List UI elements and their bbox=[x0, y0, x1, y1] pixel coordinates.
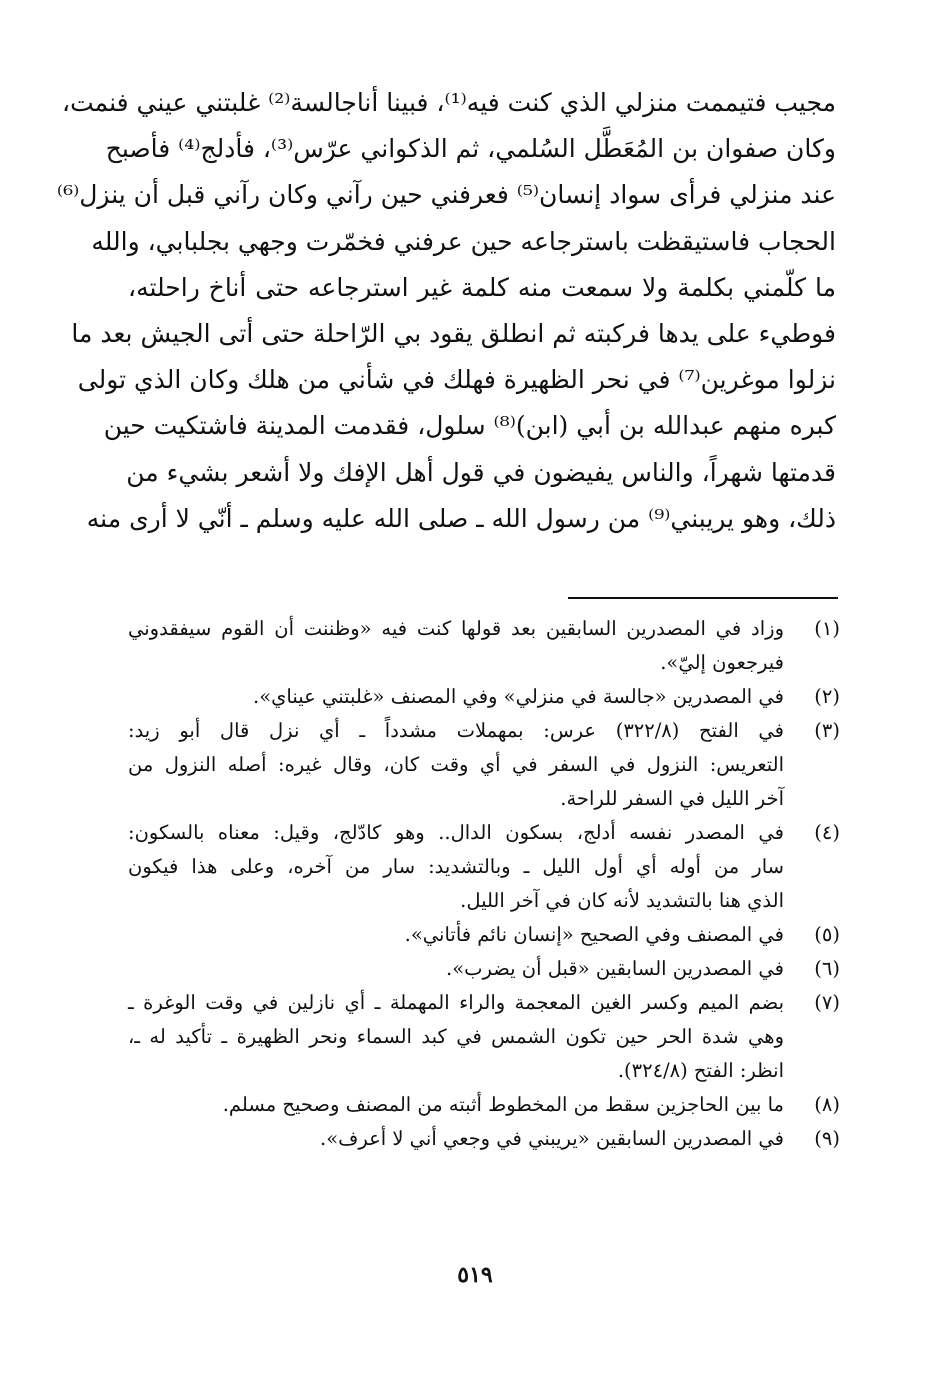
footnote-text bbox=[128, 918, 784, 952]
footnote bbox=[128, 1122, 840, 1156]
footnote-number: (٢) bbox=[814, 685, 840, 708]
footnote-line: انظر: الفتح (٣٢٤/٨). bbox=[617, 1059, 784, 1082]
footnote bbox=[128, 952, 840, 986]
main-text-line: وكان صفوان بن المُعَطَّل السُلمي، ثم الذكواني عرّس⁽³⁾، فأدلج⁽⁴⁾ فأصبح bbox=[105, 134, 836, 164]
footnote-separator bbox=[568, 597, 838, 599]
main-text-line: مجيب فتيممت منزلي الذي كنت فيه⁽¹⁾، فبينا أناجالسة⁽²⁾ غلبتني عيني فنمت، bbox=[62, 88, 836, 117]
footnote bbox=[128, 918, 840, 952]
footnote-number: (٤) bbox=[814, 821, 840, 844]
footnote-line: في المصدرين السابقين «يريبني في وجعي أني لا أعرف». bbox=[320, 1127, 784, 1150]
footnote bbox=[128, 680, 840, 714]
footnote-number: (٦) bbox=[814, 957, 840, 980]
footnote-line: بضم الميم وكسر الغين المعجمة والراء المهملة ـ أي نازلين في وقت الوغرة ـ bbox=[128, 991, 784, 1014]
footnote-text bbox=[128, 986, 784, 1088]
footnote-line: في المصدر نفسه أدلج، بسكون الدال.. وهو كادّلج، وقيل: معناه بالسكون: bbox=[128, 821, 784, 844]
footnote-line: التعريس: النزول في السفر في أي وقت كان، وقال غيره: أصله النزول من bbox=[128, 753, 784, 776]
main-text-line: نزلوا موغرين⁽⁷⁾ في نحر الظهيرة فهلك في شأني من هلك وكان الذي تولى bbox=[77, 365, 836, 395]
footnote-text bbox=[128, 816, 784, 918]
footnote-line: فيرجعون إليّ». bbox=[660, 651, 784, 674]
footnote-line: الذي هنا بالتشديد لأنه كان في آخر الليل. bbox=[460, 889, 784, 912]
footnote-line: سار من أوله أي أول الليل ـ وبالتشديد: سار من آخره، وعلى هذا فيكون bbox=[128, 855, 784, 878]
footnote-text bbox=[128, 1122, 784, 1156]
footnote-number: (٩) bbox=[814, 1127, 840, 1150]
footnote-line: ما بين الحاجزين سقط من المخطوط أثبته من المصنف وصحيح مسلم. bbox=[222, 1093, 784, 1116]
footnotes bbox=[128, 612, 840, 1156]
footnote-line: وهي شدة الحر حين تكون الشمس في كبد السماء ونحر الظهيرة ـ تأكيد له ـ، bbox=[128, 1025, 784, 1048]
footnote-line: في المصدرين «جالسة في منزلي» وفي المصنف «غلبتني عيناي». bbox=[253, 685, 784, 708]
footnote-line: آخر الليل في السفر للراحة. bbox=[560, 787, 784, 810]
footnote bbox=[128, 986, 840, 1088]
main-text-line: فوطيء على يدها فركبته ثم انطلق يقود بي الرّاحلة حتى أتى الجيش بعد ما bbox=[71, 318, 836, 348]
footnote-text bbox=[128, 952, 784, 986]
footnote-number: (٧) bbox=[814, 991, 840, 1014]
main-text-line: قدمتها شهراً، والناس يفيضون في قول أهل الإفك ولا أشعر بشيء من bbox=[126, 457, 836, 487]
footnote-number: (٥) bbox=[814, 923, 840, 946]
main-text bbox=[56, 80, 836, 542]
footnote bbox=[128, 612, 840, 680]
main-text-line: الحجاب فاستيقظت باسترجاعه حين عرفني فخمّرت وجهي بجلبابي، والله bbox=[91, 226, 836, 256]
main-text-line: ما كلّمني بكلمة ولا سمعت منه كلمة غير استرجاعه حتى أناخ راحلته، bbox=[128, 272, 836, 302]
footnote bbox=[128, 1088, 840, 1122]
footnote-number: (١) bbox=[814, 617, 840, 640]
main-text-line: كبره منهم عبدالله بن أبي (ابن)⁽⁸⁾ سلول، فقدمت المدينة فاشتكيت حين bbox=[103, 411, 836, 441]
footnote-number: (٨) bbox=[814, 1093, 840, 1116]
footnote-text bbox=[128, 1088, 784, 1122]
footnote-line: في المصنف وفي الصحيح «إنسان نائم فأتاني». bbox=[404, 923, 784, 946]
page-number: ٥١٩ bbox=[457, 1262, 493, 1288]
main-text-line: عند منزلي فرأى سواد إنسان⁽⁵⁾ فعرفني حين رآني وكان رآني قبل أن ينزل⁽⁶⁾ bbox=[56, 180, 836, 210]
footnote-line: في المصدرين السابقين «قبل أن يضرب». bbox=[446, 957, 784, 980]
footnote-text bbox=[128, 714, 784, 816]
footnote-number: (٣) bbox=[814, 719, 840, 742]
footnote bbox=[128, 714, 840, 816]
footnote-text bbox=[128, 612, 784, 680]
footnote-text bbox=[128, 680, 784, 714]
footnote-line: وزاد في المصدرين السابقين بعد قولها كنت فيه «وظننت أن القوم سيفقدوني bbox=[128, 617, 784, 640]
footnote-line: في الفتح (٣٢٢/٨) عرس: بمهملات مشدداً ـ أي نزل قال أبو زيد: bbox=[128, 719, 785, 742]
footnote bbox=[128, 816, 840, 918]
main-text-line: ذلك، وهو يريبني⁽⁹⁾ من رسول الله ـ صلى الله عليه وسلم ـ أنّي لا أرى منه bbox=[86, 503, 836, 533]
